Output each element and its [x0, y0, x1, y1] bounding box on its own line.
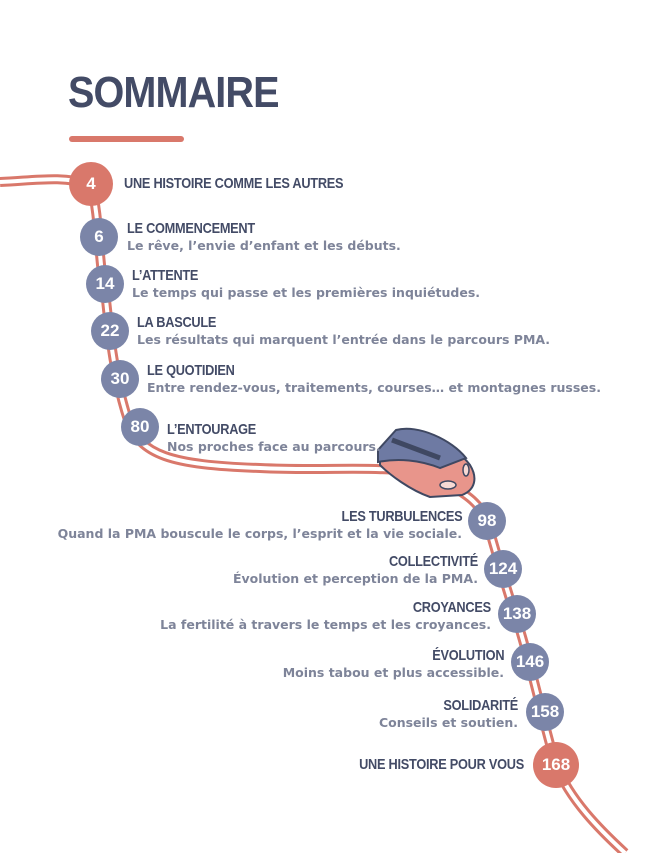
page-number-badge[interactable]: 138 — [498, 595, 536, 633]
page-number-badge[interactable]: 22 — [91, 312, 129, 350]
toc-entry[interactable] — [233, 553, 478, 587]
toc-entry[interactable] — [167, 421, 381, 455]
page-number-badge[interactable]: 14 — [86, 265, 124, 303]
page-number-badge[interactable]: 168 — [533, 742, 579, 788]
toc-heading: LE COMMENCEMENT — [127, 220, 255, 237]
page-number-badge[interactable]: 30 — [101, 360, 139, 398]
toc-entry[interactable] — [283, 647, 504, 681]
title-underline — [69, 136, 184, 142]
page-number-badge[interactable]: 124 — [484, 550, 522, 588]
toc-heading: LA BASCULE — [137, 314, 217, 331]
toc-heading: UNE HISTOIRE COMME LES AUTRES — [124, 175, 344, 192]
toc-entry[interactable] — [124, 175, 382, 193]
toc-heading: ÉVOLUTION — [431, 647, 504, 664]
toc-entry[interactable] — [160, 599, 491, 633]
toc-subtitle: Évolution et perception de la PMA. — [233, 571, 478, 586]
page-number-badge[interactable]: 80 — [121, 408, 159, 446]
toc-heading: L’ATTENTE — [132, 267, 199, 284]
toc-entry[interactable] — [127, 220, 401, 254]
toc-subtitle: Nos proches face au parcours. — [167, 439, 381, 454]
toc-subtitle: La fertilité à travers le temps et les croyances. — [160, 617, 491, 632]
toc-subtitle: Entre rendez-vous, traitements, courses… et montagnes russes. — [147, 380, 601, 395]
toc-subtitle: Les résultats qui marquent l’entrée dans le parcours PMA. — [137, 332, 551, 347]
toc-heading: CROYANCES — [412, 599, 491, 616]
toc-entry[interactable] — [58, 508, 462, 542]
toc-heading: LE QUOTIDIEN — [147, 362, 235, 379]
page-number-badge[interactable]: 146 — [511, 643, 549, 681]
page-number-badge[interactable]: 158 — [526, 693, 564, 731]
toc-entry[interactable] — [137, 314, 550, 348]
page-number-badge[interactable]: 98 — [468, 502, 506, 540]
toc-entry[interactable] — [147, 362, 601, 396]
toc-heading: COLLECTIVITÉ — [388, 553, 478, 570]
toc-subtitle: Moins tabou et plus accessible. — [282, 665, 504, 680]
toc-subtitle: Quand la PMA bouscule le corps, l’esprit et la vie sociale. — [57, 526, 462, 541]
toc-entry[interactable] — [132, 267, 480, 301]
page-number-badge[interactable]: 6 — [80, 218, 118, 256]
toc-entry[interactable] — [379, 697, 518, 731]
toc-subtitle: Le temps qui passe et les premières inquiétudes. — [132, 285, 481, 300]
page-title: SOMMAIRE — [68, 68, 279, 117]
page-number-badge[interactable]: 4 — [69, 162, 113, 206]
toc-subtitle: Le rêve, l’envie d’enfant et les débuts. — [127, 238, 401, 253]
toc-heading: SOLIDARITÉ — [443, 697, 518, 714]
toc-entry[interactable] — [330, 756, 524, 774]
roller-coaster-cart-icon — [378, 429, 474, 497]
toc-subtitle: Conseils et soutien. — [378, 715, 518, 730]
toc-heading: LES TURBULENCES — [341, 508, 462, 525]
toc-heading: L’ENTOURAGE — [167, 421, 257, 438]
toc-heading: UNE HISTOIRE POUR VOUS — [359, 756, 524, 773]
